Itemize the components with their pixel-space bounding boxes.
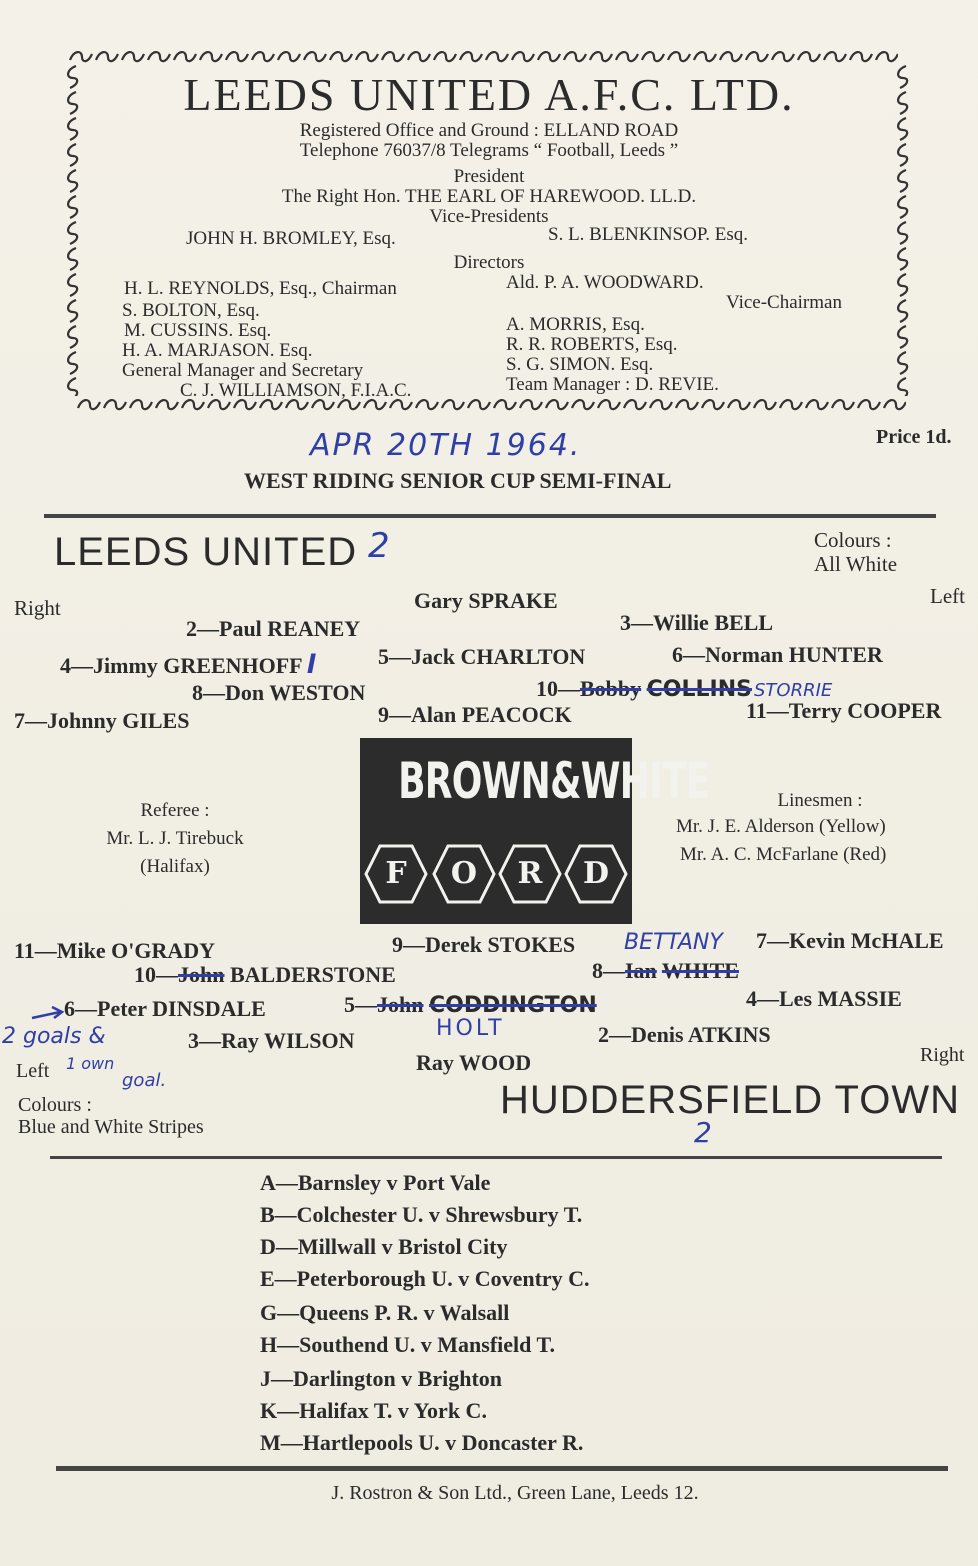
fixture-m: M—Hartlepools U. v Doncaster R. [260,1430,584,1455]
fixture-b: B—Colchester U. v Shrewsbury T. [260,1202,583,1227]
away-player-8-prefix: 8— [592,958,625,983]
linesmen-label: Linesmen : [777,790,863,811]
home-player-3: 3—Willie BELL [620,610,774,635]
pen-note-goals: 2 goals & [2,1024,106,1049]
handwritten-date: APR 20TH 1964. [310,428,582,463]
office-line: Registered Office and Ground : ELLAND ROAD [299,120,679,141]
linesman-2: Mr. A. C. McFarlane (Red) [680,844,887,865]
referee-town: (Halifax) [140,856,210,877]
fixture-g: G—Queens P. R. v Walsall [260,1300,510,1325]
home-right-label: Right [14,596,61,620]
director-left-1: H. L. REYNOLDS, Esq., Chairman [124,278,397,299]
general-manager-label: General Manager and Secretary [122,360,364,381]
sponsor-letter-2: O [450,856,478,891]
vice-chairman-label: Vice-Chairman [726,292,842,313]
home-player-6: 6—Norman HUNTER [672,642,883,667]
away-player-9-replacement: BETTANY [624,930,723,955]
home-player-10-struck-last: COLLINS [646,677,752,702]
home-player-7: 7—Johnny GILES [14,708,190,733]
home-player-4-pen-mark: l [306,650,316,680]
home-player-2: 2—Paul REANEY [186,616,361,641]
vice-president-2: S. L. BLENKINSOP. Esq. [548,224,749,245]
home-team-name: LEEDS UNITED [54,530,358,574]
competition-title: WEST RIDING SENIOR CUP SEMI-FINAL [244,468,672,493]
home-player-10-replacement: STORRIE [753,680,833,701]
away-player-10-prefix: 10— [134,962,178,987]
fixture-e: E—Peterborough U. v Coventry C. [260,1266,590,1291]
president-name: The Right Hon. THE EARL OF HAREWOOD. LL.D. [281,186,697,207]
home-player-10-struck-first: Bobby [580,676,642,701]
home-player-5: 5—Jack CHARLTON [378,644,586,669]
referee-name: Mr. L. J. Tirebuck [106,828,244,849]
away-goalkeeper: Ray WOOD [416,1050,532,1075]
away-player-3: 3—Ray WILSON [188,1028,355,1053]
pen-note-goal: goal. [122,1070,167,1091]
sponsor-advert [360,738,710,924]
director-right-4: S. G. SIMON. Esq. [506,354,654,375]
header-border-top [68,48,898,66]
away-player-4: 4—Les MASSIE [746,986,902,1011]
linesman-1: Mr. J. E. Alderson (Yellow) [676,816,886,837]
telephone-line: Telephone 76037/8 Telegrams “ Football, Leeds ” [299,140,679,161]
away-player-5-struck-first: John [377,992,424,1017]
fixture-h: H—Southend U. v Mansfield T. [260,1332,556,1357]
away-left-label: Left [16,1060,50,1082]
sponsor-letter-1: F [385,856,407,891]
away-player-5-prefix: 5— [344,992,377,1017]
away-player-5 [344,992,597,1018]
director-left-2: S. BOLTON, Esq. [122,300,260,321]
secretary-name: C. J. WILLIAMSON, F.I.A.C. [180,380,412,401]
away-player-10-struck: John [178,962,225,987]
away-player-5-replacement: HOLT [436,1016,505,1041]
away-score-handwritten: 2 [694,1116,712,1149]
away-player-8-struck-first: Ian [625,958,657,983]
director-right-1: Ald. P. A. WOODWARD. [506,272,704,293]
home-colours: All White [814,552,898,576]
divider-middle [50,1156,942,1159]
away-player-10 [134,962,396,988]
away-player-7: 7—Kevin McHALE [756,928,944,953]
club-title: LEEDS UNITED A.F.C. LTD. [183,69,795,120]
sponsor-letter-4: D [582,856,609,891]
director-left-4: H. A. MARJASON. Esq. [122,340,313,361]
away-team-name: HUDDERSFIELD TOWN [500,1078,961,1122]
directors-label: Directors [453,252,525,273]
fixture-j: J—Darlington v Brighton [260,1366,503,1391]
pen-note-own: 1 own [66,1054,115,1073]
director-right-2: A. MORRIS, Esq. [506,314,645,335]
away-player-11: 11—Mike O'GRADY [14,938,216,963]
sponsor-letter-3: R [517,856,543,891]
away-player-2: 2—Denis ATKINS [598,1022,771,1047]
home-player-4 [60,650,316,680]
home-score-handwritten: 2 [368,526,390,566]
divider-top [44,514,936,518]
printer-credit: J. Rostron & Son Ltd., Green Lane, Leeds 12. [331,1482,699,1504]
home-colours-label: Colours : [814,528,892,552]
away-player-9: 9—Derek STOKES [392,932,576,957]
director-left-3: M. CUSSINS. Esq. [124,320,272,341]
away-player-5-struck-last: CODDINGTON [428,993,597,1018]
sponsor-name: BROWN&WHITE [398,752,710,810]
away-player-8-struck-last: WHITE [661,958,739,983]
vice-president-1: JOHN H. BROMLEY, Esq. [186,228,396,249]
price: Price 1d. [876,426,952,448]
divider-bottom [56,1466,948,1471]
home-player-10-prefix: 10— [536,676,580,701]
away-colours: Blue and White Stripes [18,1116,204,1138]
away-player-10-rest: BALDERSTONE [224,962,396,987]
home-goalkeeper: Gary SPRAKE [414,588,558,613]
team-manager: Team Manager : D. REVIE. [506,374,719,395]
fixture-a: A—Barnsley v Port Vale [260,1170,491,1195]
home-player-11: 11—Terry COOPER [746,698,942,723]
home-player-8: 8—Don WESTON [192,680,366,705]
home-player-9: 9—Alan PEACOCK [378,702,572,727]
away-player-6: 6—Peter DINSDALE [64,996,266,1021]
away-colours-label: Colours : [18,1094,92,1116]
vice-presidents-label: Vice-Presidents [429,206,549,227]
referee-label: Referee : [140,800,210,821]
fixture-d: D—Millwall v Bristol City [260,1234,508,1259]
home-player-4-text: 4—Jimmy GREENHOFF [60,653,303,678]
away-right-label: Right [920,1044,965,1066]
away-player-8 [592,958,739,984]
president-label: President [453,166,525,187]
director-right-3: R. R. ROBERTS, Esq. [506,334,678,355]
fixture-k: K—Halifax T. v York C. [260,1398,487,1423]
home-left-label: Left [930,584,965,608]
